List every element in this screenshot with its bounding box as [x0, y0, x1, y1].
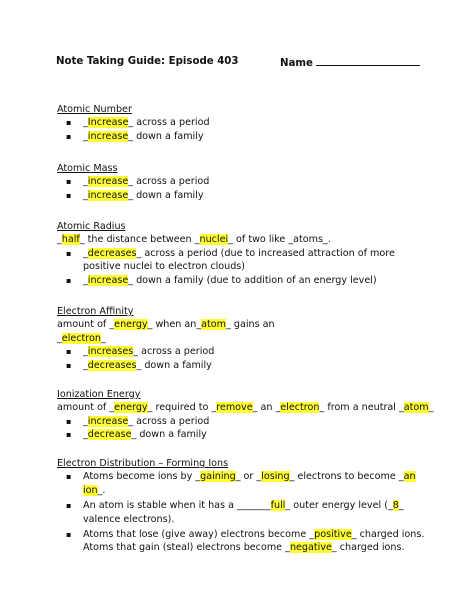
definition-line: amount of _energy_ when an_atom_ gains an — [57, 319, 275, 331]
name-field — [280, 55, 420, 70]
highlighted-answer: Increase — [87, 117, 129, 129]
name-blank-line — [316, 55, 420, 66]
list-item: ▪ _increase_ across a period — [57, 415, 427, 428]
definition-line: _electron_ — [57, 332, 106, 344]
highlighted-answer: increase — [87, 415, 129, 427]
section-electron-affinity — [57, 305, 427, 372]
highlighted-answer: remove — [216, 402, 253, 414]
section-heading: Electron Distribution – Forming Ions — [57, 458, 229, 469]
name-label: Name — [280, 58, 313, 69]
list-item: ▪ _increase_ across a period — [57, 175, 427, 188]
highlighted-answer: energy — [114, 402, 148, 414]
list-item: ▪ Atoms that lose (give away) electrons become _positive_ charged ions. Atoms that gain (steal) electrons become _negative_ charged ions. — [57, 528, 427, 555]
section-atomic-number — [57, 103, 427, 143]
list-item: ▪ An atom is stable when it has a _______full_ outer energy level (_8_ valence electrons). — [57, 499, 427, 526]
list-item: ▪ _decreases_ down a family — [57, 359, 427, 372]
highlighted-answer: decrease — [87, 429, 132, 441]
highlighted-answer: an ion — [83, 471, 416, 496]
section-ionization-energy — [57, 388, 434, 442]
list-item: ▪ _increase_ down a family — [57, 189, 427, 202]
highlighted-answer: increase — [87, 176, 129, 188]
highlighted-answer: positive — [314, 529, 352, 541]
highlighted-answer: increase — [87, 189, 129, 201]
list-item: ▪ _increases_ across a period — [57, 345, 427, 358]
list-item: ▪ _decrease_ down a family — [57, 428, 427, 441]
section-heading: Atomic Mass — [57, 163, 118, 174]
highlighted-answer: energy — [114, 319, 148, 331]
section-heading: Ionization Energy — [57, 389, 141, 400]
highlighted-answer: increase — [87, 130, 129, 142]
highlighted-answer: decreases — [87, 359, 137, 371]
section-heading: Atomic Number — [57, 104, 132, 115]
section-electron-distribution — [57, 457, 427, 555]
list-item: ▪ _decreases_ across a period (due to increased attraction of more positive nuclei to electron clouds) — [57, 247, 427, 274]
section-atomic-radius — [57, 220, 427, 287]
highlighted-answer: atom — [201, 319, 227, 331]
highlighted-answer: decreases — [87, 247, 137, 259]
highlighted-answer: electron — [61, 332, 101, 344]
section-atomic-mass — [57, 162, 427, 202]
list-item: ▪ Atoms become ions by _gaining_ or _losing_ electrons to become _an ion_. — [57, 470, 427, 497]
highlighted-answer: atom — [403, 402, 429, 414]
highlighted-answer: full — [270, 500, 286, 512]
list-item: ▪ _increase_ down a family (due to addition of an energy level) — [57, 274, 427, 287]
highlighted-answer: increases — [87, 346, 134, 358]
definition-line: amount of _energy_ required to _remove_ an _electron_ from a neutral _atom_ — [57, 402, 434, 414]
list-item: ▪ _increase_ down a family — [57, 130, 427, 143]
highlighted-answer: gaining — [200, 471, 236, 483]
definition-line: _half_ the distance between _nuclei_ of two like _atoms_. — [57, 234, 331, 246]
highlighted-answer: increase — [87, 274, 129, 286]
highlighted-answer: negative — [289, 542, 332, 554]
list-item: ▪ _Increase_ across a period — [57, 116, 427, 129]
highlighted-answer: nuclei — [199, 234, 229, 246]
highlighted-answer: half — [61, 234, 80, 246]
highlighted-answer: electron — [280, 402, 320, 414]
section-heading: Electron Affinity — [57, 306, 134, 317]
highlighted-answer: losing — [261, 471, 290, 483]
page-title: Note Taking Guide: Episode 403 — [56, 56, 239, 67]
highlighted-answer: 8 — [392, 500, 399, 512]
section-heading: Atomic Radius — [57, 221, 126, 232]
